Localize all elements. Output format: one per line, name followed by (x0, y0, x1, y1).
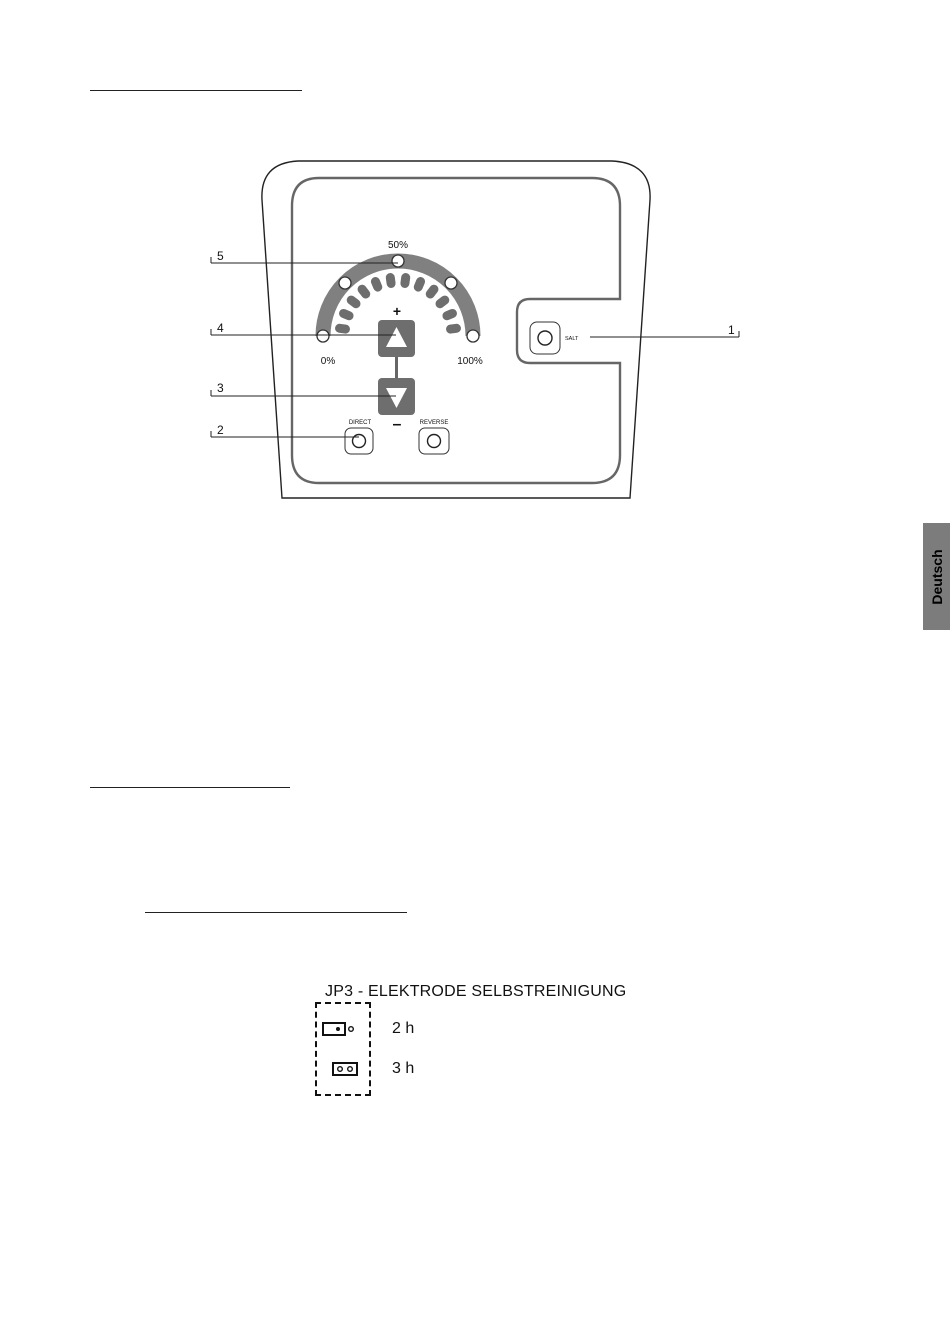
indicator-segment (441, 308, 458, 322)
reverse-label: REVERSE (419, 420, 449, 426)
label-0-percent: 0% (320, 356, 336, 367)
label-50-percent: 50% (387, 240, 409, 251)
jumper-open-icon (322, 1021, 356, 1037)
indicator-led (317, 330, 329, 342)
callout-number-2: 2 (217, 423, 224, 437)
language-tab-label: Deutsch (928, 548, 945, 605)
indicator-segment (385, 272, 396, 288)
jumper-option-3h: 3 h (392, 1060, 415, 1077)
indicator-segment (412, 276, 426, 293)
indicator-led (445, 277, 457, 289)
salt-label: SALT (565, 336, 579, 342)
indicator-segment (434, 294, 451, 310)
indicator-segment (338, 308, 355, 322)
indicator-segment (400, 272, 411, 288)
direct-label: DIRECT (348, 420, 372, 426)
indicator-segment (424, 283, 440, 300)
indicator-led (392, 255, 404, 267)
indicator-segment (356, 283, 372, 300)
increase-button[interactable] (378, 320, 415, 357)
reverse-button[interactable] (419, 428, 449, 454)
indicator-led (339, 277, 351, 289)
salt-indicator (530, 322, 560, 354)
indicator-segment (345, 294, 362, 310)
indicator-segment (334, 323, 350, 334)
jumper-title: JP3 - ELEKTRODE SELBSTREINIGUNG (325, 983, 627, 1000)
indicator-segment (370, 276, 384, 293)
minus-sign: – (392, 416, 402, 433)
callout-number-3: 3 (217, 381, 224, 395)
jumper-outline (315, 1002, 371, 1096)
indicator-led (467, 330, 479, 342)
label-100-percent: 100% (457, 356, 483, 367)
plus-sign: + (392, 303, 402, 319)
direct-button[interactable] (345, 428, 373, 454)
callout-number-4: 4 (217, 321, 224, 335)
indicator-segment (445, 323, 461, 334)
callout-number-1: 1 (728, 323, 735, 337)
jumper-closed-icon (332, 1061, 360, 1077)
callout-number-5: 5 (217, 249, 224, 263)
jumper-option-2h: 2 h (392, 1020, 415, 1037)
callout-lines (211, 257, 739, 437)
language-tab[interactable] (923, 523, 950, 630)
